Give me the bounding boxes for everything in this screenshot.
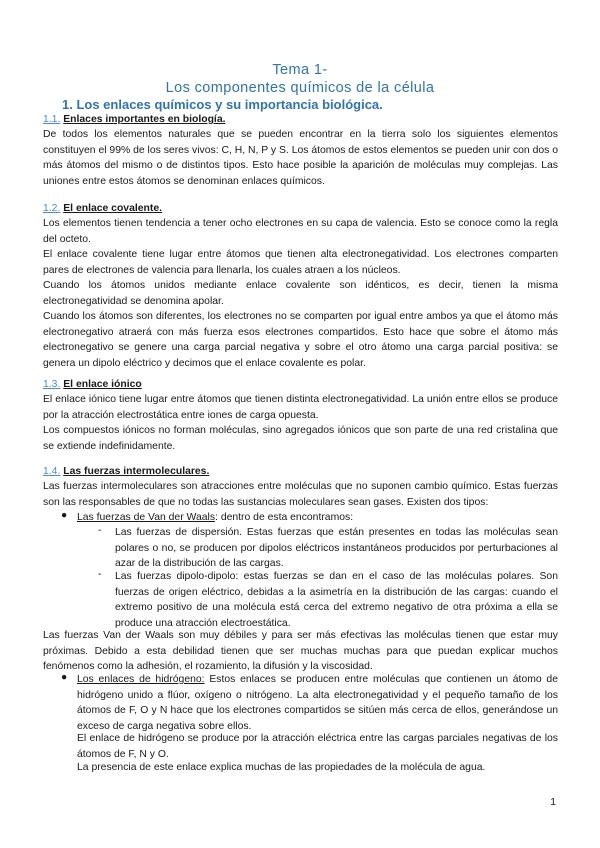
paragraph-1-3-b: Los compuestos iónicos no forman moléculas, sino agregados iónicos que son parte de una red cristalina que se extiende indefinidamente. xyxy=(43,425,558,452)
paragraph-1-2-d: Cuando los átomos son diferentes, los electrones no se comparten por igual entre ambos ya que el átomo más electronegativo atraerá con más fuerza esos electrones compartidos. Esto hace que sobre el átomo más electronegativo se genere una carga parcial negativa y sobre el otro átomo una carga parcial positiva: se genera un dipolo eléctrico y decimos que el enlace covalente es polar. xyxy=(43,311,558,369)
doc-title-line2: Los componentes químicos de la célula xyxy=(165,80,435,96)
hidrogeno-text: Estos enlaces se producen entre moléculas que contienen un átomo de hidrógeno unido a flúor, oxígeno o nitrógeno. La alta electronegatividad y el pequeño tamaño de los átomos de F, O y N hace que los electrones compartidos se sitúen más cerca de ellos, generándose un exceso de carga negativa sobre ellos. xyxy=(77,674,558,732)
heading-1-4-title: Las fuerzas intermoleculares. xyxy=(63,466,210,477)
list-item-hidrogeno xyxy=(77,672,558,734)
paragraph-hidrogeno-b: El enlace de hidrógeno se produce por la atracción eléctrica entre las cargas parciales negativas de los átomos de F, N y O. xyxy=(77,733,558,760)
paragraph-1-1: De todos los elementos naturales que se pueden encontrar en la tierra solo los siguientes elementos constituyen el 99% de los seres vivos: C, H, N, P y S. Los átomos de estos elementos se pueden unir con dos o más átomos del mismo o de distintos tipos. Esto hace posible la aparición de moléculas muy complejas. Las uniones entre estos átomos se denominan enlaces químicos. xyxy=(43,129,558,187)
list-item-dipolo-dipolo: Las fuerzas dipolo-dipolo: estas fuerzas se dan en el caso de las moléculas polares. Son fuerzas de origen eléctrico, debidas a la asimetría en la distribución de las cargas: cuando el extremo positivo de una molécula está cerca del extremo negativo de otra próxima a ella se produce una atracción electroestática. xyxy=(115,571,558,629)
van-der-waals-text: : dentro de esta encontramos: xyxy=(215,512,354,523)
paragraph-1-2-b: El enlace covalente tiene lugar entre átomos que tienen alta electronegatividad. Los electrones comparten pares de electrones de valencia para llenarla, los cuales atraen a los núcleos. xyxy=(43,249,558,276)
heading-1-1-title: Enlaces importantes en biología. xyxy=(63,114,226,125)
heading-1-2-title: El enlace covalente. xyxy=(63,203,162,214)
heading-1-3-title: El enlace iónico xyxy=(63,379,142,390)
dash-marker: - xyxy=(98,525,102,536)
page-number: 1 xyxy=(550,797,556,808)
list-item-van-der-waals xyxy=(77,510,558,526)
heading-1-1-number: 1.1. xyxy=(43,114,61,125)
paragraph-1-2-a: Los elementos tienen tendencia a tener ocho electrones en su capa de valencia. Esto se conoce como la regla del octeto. xyxy=(43,218,558,245)
list-item-dispersion: Las fuerzas de dispersión. Estas fuerzas que están presentes en todas las moléculas sean polares o no, se producen por dipolos eléctricos instantáneos producidos por perturbaciones al azar de la distribución de las cargas. xyxy=(115,527,558,570)
paragraph-1-4-a: Las fuerzas intermoleculares son atracciones entre moléculas que no suponen cambio químico. Estas fuerzas son las responsables de que no todas las sustancias moleculares sean gases. Existen dos tipos: xyxy=(43,481,558,508)
bullet-marker: ● xyxy=(61,672,68,683)
heading-1-2 xyxy=(43,203,162,214)
paragraph-1-2-c: Cuando los átomos unidos mediante enlace covalente son idénticos, es decir, tienen la misma electronegatividad se denomina apolar. xyxy=(43,280,558,307)
paragraph-1-4-b: Las fuerzas Van der Waals son muy débiles y para ser más efectivas las moléculas tienen que estar muy próximas. Debido a esta debilidad tienen que ser muchas muchas para que puedan explicar muchos fenómenos como la adhesión, el rozamiento, la difusión y la viscosidad. xyxy=(43,630,558,673)
doc-title-line1: Tema 1- xyxy=(272,62,328,78)
paragraph-1-3-a: El enlace iónico tiene lugar entre átomos que tienen distinta electronegatividad. La unión entre ellos se produce por la atracción electrostática entre iones de carga opuesta. xyxy=(43,394,558,421)
bullet-marker: ● xyxy=(61,510,68,521)
heading-1-2-number: 1.2. xyxy=(43,203,61,214)
paragraph-hidrogeno-c: La presencia de este enlace explica muchas de las propiedades de la molécula de agua. xyxy=(77,762,486,773)
heading-1-4-number: 1.4. xyxy=(43,466,61,477)
heading-1: 1. Los enlaces químicos y su importancia biológica. xyxy=(62,97,383,112)
heading-1-3-number: 1.3. xyxy=(43,379,61,390)
heading-1-1 xyxy=(43,114,225,125)
heading-1-3 xyxy=(43,379,142,390)
dash-marker: - xyxy=(98,569,102,580)
heading-1-4 xyxy=(43,466,209,477)
hidrogeno-label: Los enlaces de hidrógeno: xyxy=(77,674,205,685)
van-der-waals-label: Las fuerzas de Van der Waals xyxy=(77,512,216,523)
